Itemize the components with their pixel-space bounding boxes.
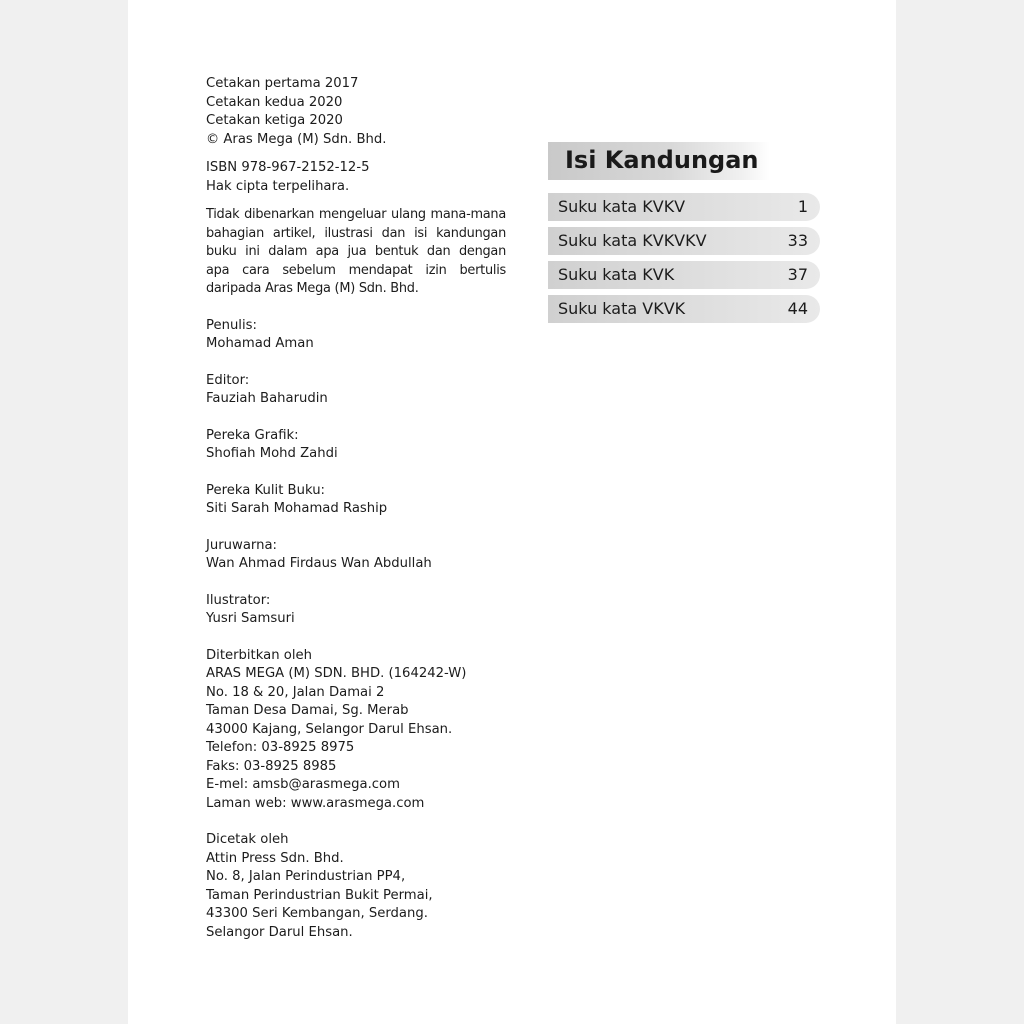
toc-title: Isi Kandungan — [565, 146, 759, 174]
edition-line: Cetakan kedua 2020 — [206, 94, 343, 110]
printer-line: Selangor Darul Ehsan. — [206, 924, 353, 940]
credit-illustrator — [206, 592, 506, 629]
rights-text: Hak cipta terpelihara. — [206, 178, 350, 194]
credit-graphic-designer — [206, 427, 506, 464]
toc-item-title: Suku kata KVKVKV — [558, 231, 707, 250]
toc-item-title: Suku kata KVKV — [558, 197, 686, 216]
toc-header — [548, 142, 770, 180]
toc-item-kvkvkv[interactable] — [548, 227, 820, 255]
notice-line: buku ini dalam apa jua bentuk dan dengan — [206, 244, 506, 259]
toc-item-kvkv[interactable] — [548, 193, 820, 221]
credit-value: Wan Ahmad Firdaus Wan Abdullah — [206, 556, 432, 571]
isbn-block — [206, 159, 506, 196]
toc-item-kvk[interactable] — [548, 261, 820, 289]
credit-value: Shofiah Mohd Zahdi — [206, 446, 338, 461]
credit-cover-designer — [206, 482, 506, 519]
printer-line: No. 8, Jalan Perindustrian PP4, — [206, 869, 406, 884]
publisher-line: No. 18 & 20, Jalan Damai 2 — [206, 684, 385, 700]
credit-value: Mohamad Aman — [206, 336, 314, 351]
publisher-line: Telefon: 03-8925 8975 — [206, 740, 355, 755]
toc-list — [548, 193, 820, 329]
printer-line: Attin Press Sdn. Bhd. — [206, 850, 344, 866]
printer-line: Taman Perindustrian Bukit Permai, — [206, 887, 433, 903]
printer-label: Dicetak oleh — [206, 832, 289, 847]
copyright-line: © Aras Mega (M) Sdn. Bhd. — [206, 131, 387, 147]
publisher-line: Taman Desa Damai, Sg. Merab — [206, 703, 409, 718]
publisher-line: 43000 Kajang, Selangor Darul Ehsan. — [206, 721, 453, 737]
toc-item-title: Suku kata KVK — [558, 265, 675, 284]
credit-writer — [206, 317, 506, 354]
copyright-notice — [206, 206, 506, 299]
notice-line: apa cara sebelum mendapat izin bertulis — [206, 262, 506, 278]
toc-item-vkvk[interactable] — [548, 295, 820, 323]
publisher-label: Diterbitkan oleh — [206, 647, 312, 663]
toc-item-page: 44 — [787, 299, 808, 318]
credit-label: Pereka Kulit Buku: — [206, 482, 325, 498]
notice-line: Tidak dibenarkan mengeluar ulang mana-mana — [206, 207, 506, 222]
publisher-line: ARAS MEGA (M) SDN. BHD. (164242-W) — [206, 666, 467, 681]
credit-label: Juruwarna: — [206, 537, 277, 553]
toc-item-page: 37 — [787, 265, 808, 284]
credit-value: Fauziah Baharudin — [206, 391, 328, 406]
publisher-block — [206, 647, 506, 814]
publisher-line: Faks: 03-8925 8985 — [206, 758, 337, 774]
toc-item-page: 1 — [797, 197, 808, 216]
edition-line: Cetakan ketiga 2020 — [206, 113, 343, 128]
notice-line: bahagian artikel, ilustrasi dan isi kandungan — [206, 225, 506, 241]
edition-line: Cetakan pertama 2017 — [206, 76, 359, 91]
credit-label: Pereka Grafik: — [206, 427, 299, 443]
imprint-column — [206, 75, 506, 942]
credit-colorist — [206, 537, 506, 574]
credit-label: Ilustrator: — [206, 592, 271, 608]
credit-value: Siti Sarah Mohamad Raship — [206, 501, 388, 516]
publisher-line: E-mel: amsb@arasmega.com — [206, 777, 400, 792]
credit-label: Penulis: — [206, 317, 257, 333]
notice-line: daripada Aras Mega (M) Sdn. Bhd. — [206, 281, 419, 296]
printer-line: 43300 Seri Kembangan, Serdang. — [206, 906, 428, 921]
toc-item-title: Suku kata VKVK — [558, 299, 686, 318]
printer-block — [206, 831, 506, 942]
credit-editor — [206, 372, 506, 409]
credit-label: Editor: — [206, 372, 250, 388]
isbn-text: ISBN 978-967-2152-12-5 — [206, 160, 370, 175]
edition-block — [206, 75, 506, 149]
credit-value: Yusri Samsuri — [206, 611, 295, 626]
toc-item-page: 33 — [787, 231, 808, 250]
publisher-line: Laman web: www.arasmega.com — [206, 795, 425, 811]
